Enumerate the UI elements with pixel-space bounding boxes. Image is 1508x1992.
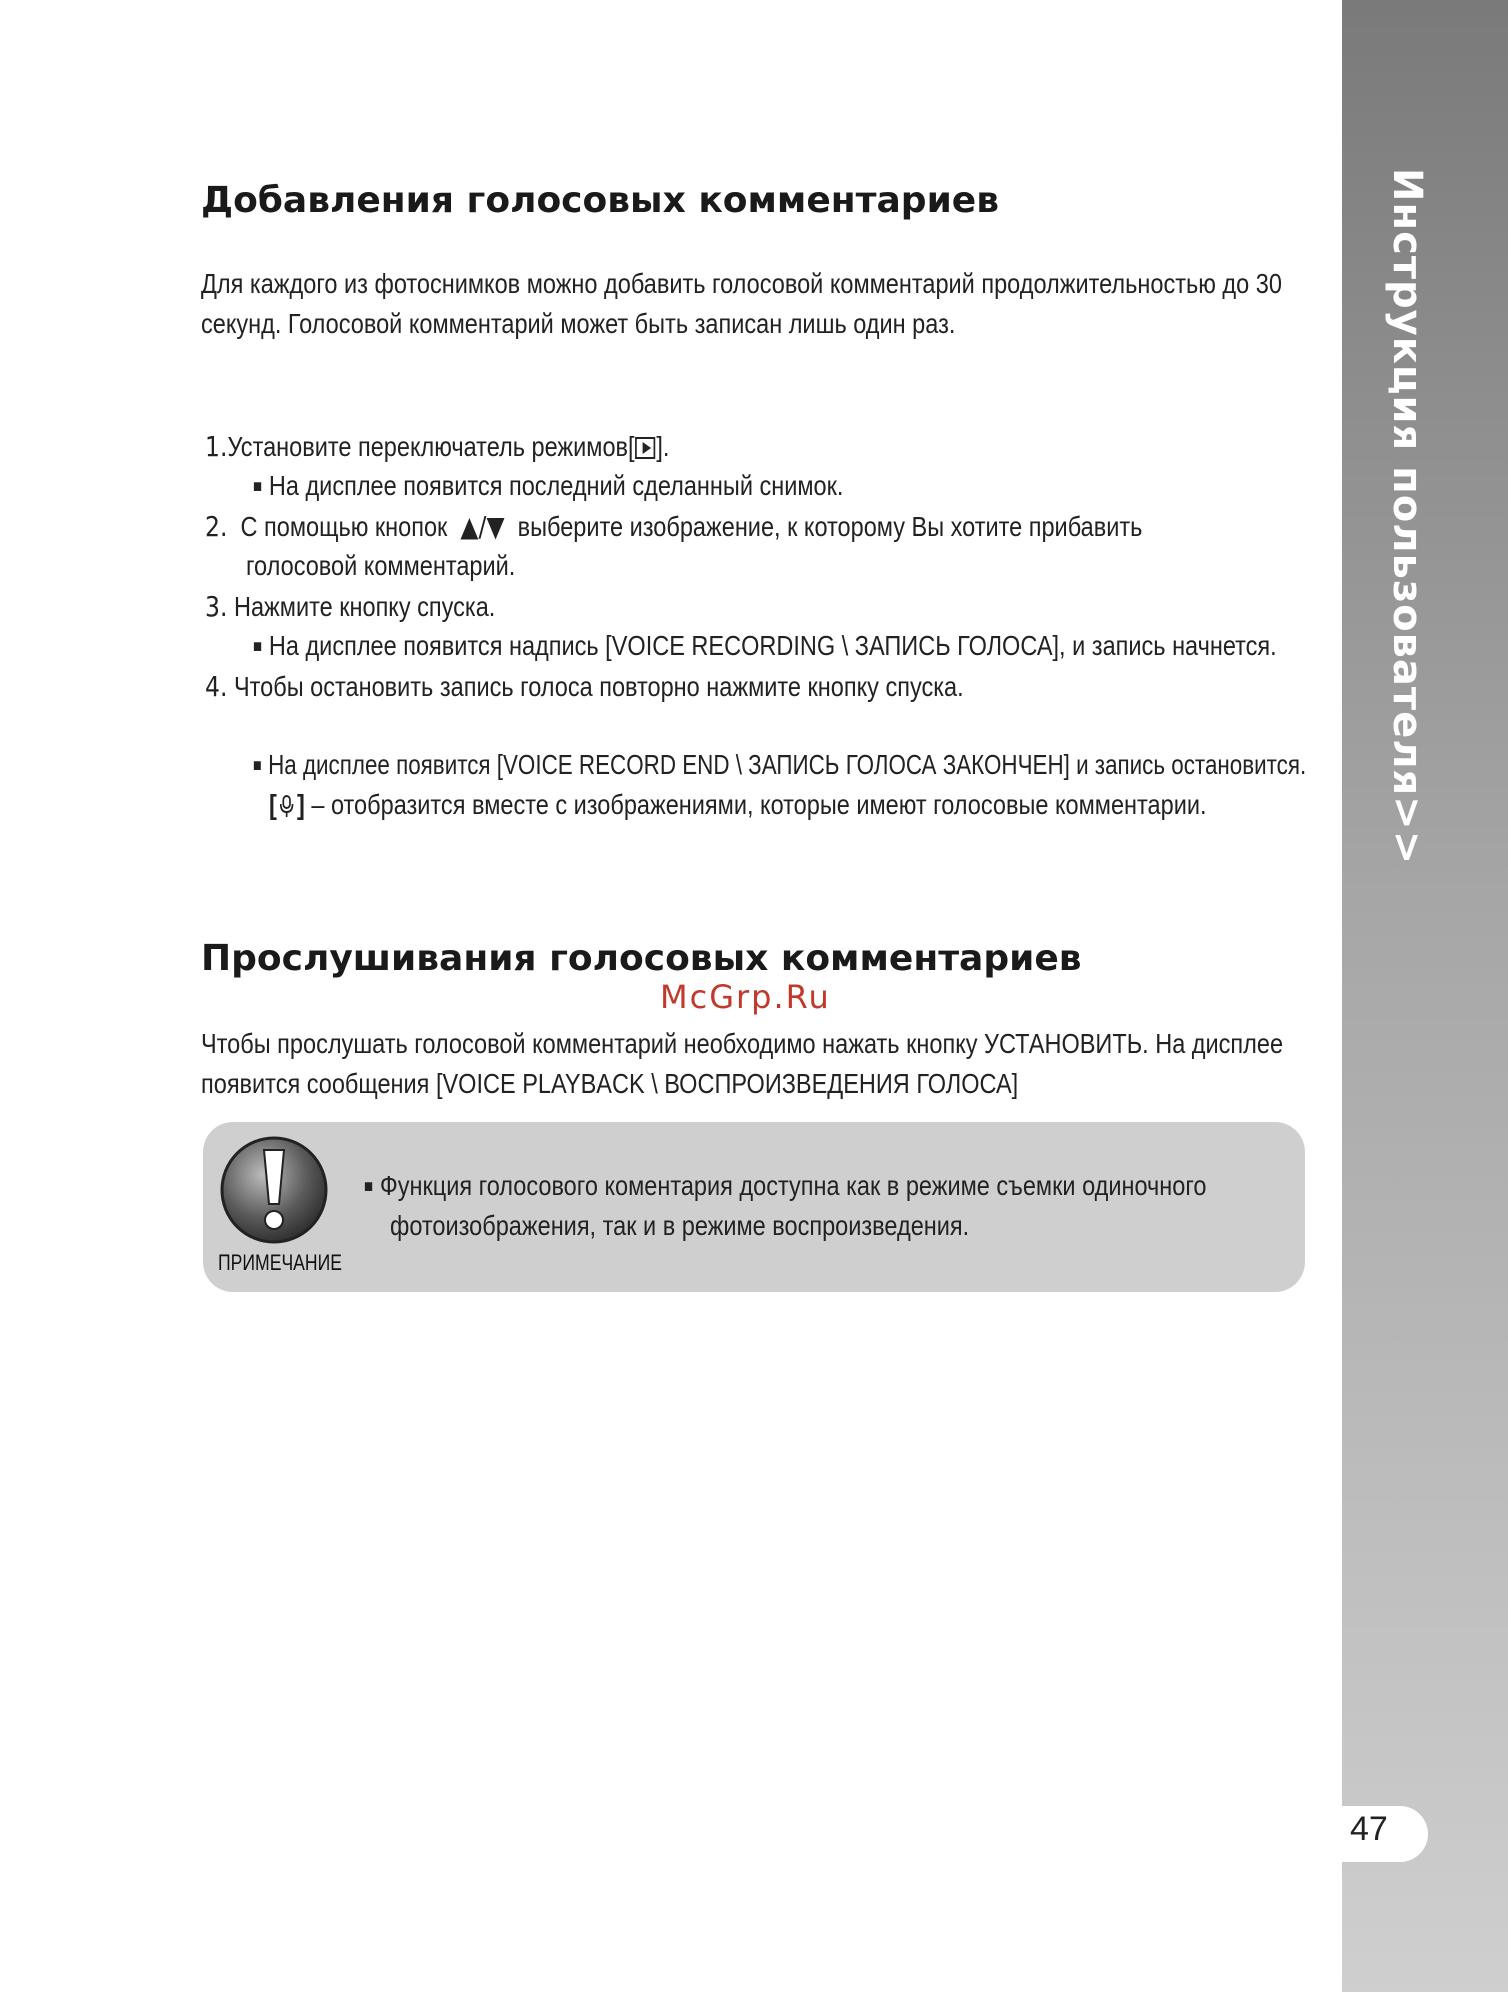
icon-bracket-close: ] <box>296 789 305 820</box>
section2-line-2: появится сообщения [VOICE PLAYBACK \ ВОСПРОИЗВЕДЕНИЯ ГОЛОСА] <box>201 1068 1019 1099</box>
step-4-note <box>253 749 1306 781</box>
bullet-icon: ■ <box>253 755 262 775</box>
step-3-text: Нажмите кнопку спуска. <box>233 591 496 622</box>
note-line-1 <box>364 1170 1207 1202</box>
step-3-number: 3. <box>205 590 228 623</box>
step-1-end: ]. <box>656 431 670 462</box>
step-3-note <box>253 630 1277 662</box>
bullet-icon: ■ <box>253 636 263 656</box>
step-2-pre: С помощью кнопок <box>240 511 448 542</box>
play-mode-icon <box>635 437 655 459</box>
step-3-note-text: На дисплее появится надпись [VOICE RECORDING \ ЗАПИСЬ ГОЛОСА], и запись начнется. <box>268 630 1277 661</box>
note-line-1-text: Функция голосового коментария доступна как в режиме съемки одиночного <box>379 1170 1207 1201</box>
bullet-icon: ■ <box>253 476 263 496</box>
step-4-text: Чтобы остановить запись голоса повторно нажмите кнопку спуска. <box>233 671 964 702</box>
intro-line-1: Для каждого из фотоснимков можно добавить голосовой комментарий продолжительностью до 30 <box>201 268 1282 299</box>
icon-bracket-open: [ <box>269 789 277 820</box>
step-2-number: 2. <box>205 510 228 543</box>
note-line-2: фотоизображения, так и в режиме воспроизведения. <box>390 1210 970 1241</box>
section2-heading: Прослушивания голосовых комментариев <box>201 938 1082 979</box>
intro-line-2: секунд. Голосовой комментарий может быть записан лишь один раз. <box>201 308 956 339</box>
section2-line-1: Чтобы прослушать голосовой комментарий необходимо нажать кнопку УСТАНОВИТЬ. На дисплее <box>201 1028 1284 1059</box>
voice-memo-icon <box>279 794 296 818</box>
step-2-post: выберите изображение, к которому Вы хотите прибавить <box>517 511 1143 542</box>
watermark: McGrp.Ru <box>660 978 831 1016</box>
up-down-arrows-icon: ▲/▼ <box>460 510 505 543</box>
step-3 <box>205 590 495 623</box>
step-1-text: Установите переключатель режимов[ <box>227 431 635 462</box>
step-4 <box>205 670 964 703</box>
note-box <box>203 1122 1305 1292</box>
section1-heading: Добавления голосовых комментариев <box>201 180 999 221</box>
step-2-line-2: голосовой комментарий. <box>246 550 516 581</box>
side-tab-title: Инструкция пользователя>> <box>1384 168 1430 866</box>
step-1 <box>205 430 669 463</box>
step-2 <box>205 510 1142 543</box>
step-1-number: 1. <box>205 430 228 463</box>
step-4-note-2-text: – отобразится вместе с изображениями, которые имеют голосовые комментарии. <box>311 789 1207 820</box>
bullet-icon: ■ <box>364 1176 374 1196</box>
exclamation-icon <box>218 1134 330 1246</box>
note-label: ПРИМЕЧАНИЕ <box>218 1250 343 1275</box>
step-4-note-2 <box>269 789 1207 821</box>
step-4-note-text: На дисплее появится [VOICE RECORD END \ ЗАПИСЬ ГОЛОСА ЗАКОНЧЕН] и запись остановится. <box>268 749 1307 780</box>
page-number: 47 <box>1350 1810 1388 1848</box>
step-4-number: 4. <box>205 670 228 703</box>
step-1-note <box>253 470 843 502</box>
step-1-note-text: На дисплее появится последний сделанный снимок. <box>268 470 844 501</box>
